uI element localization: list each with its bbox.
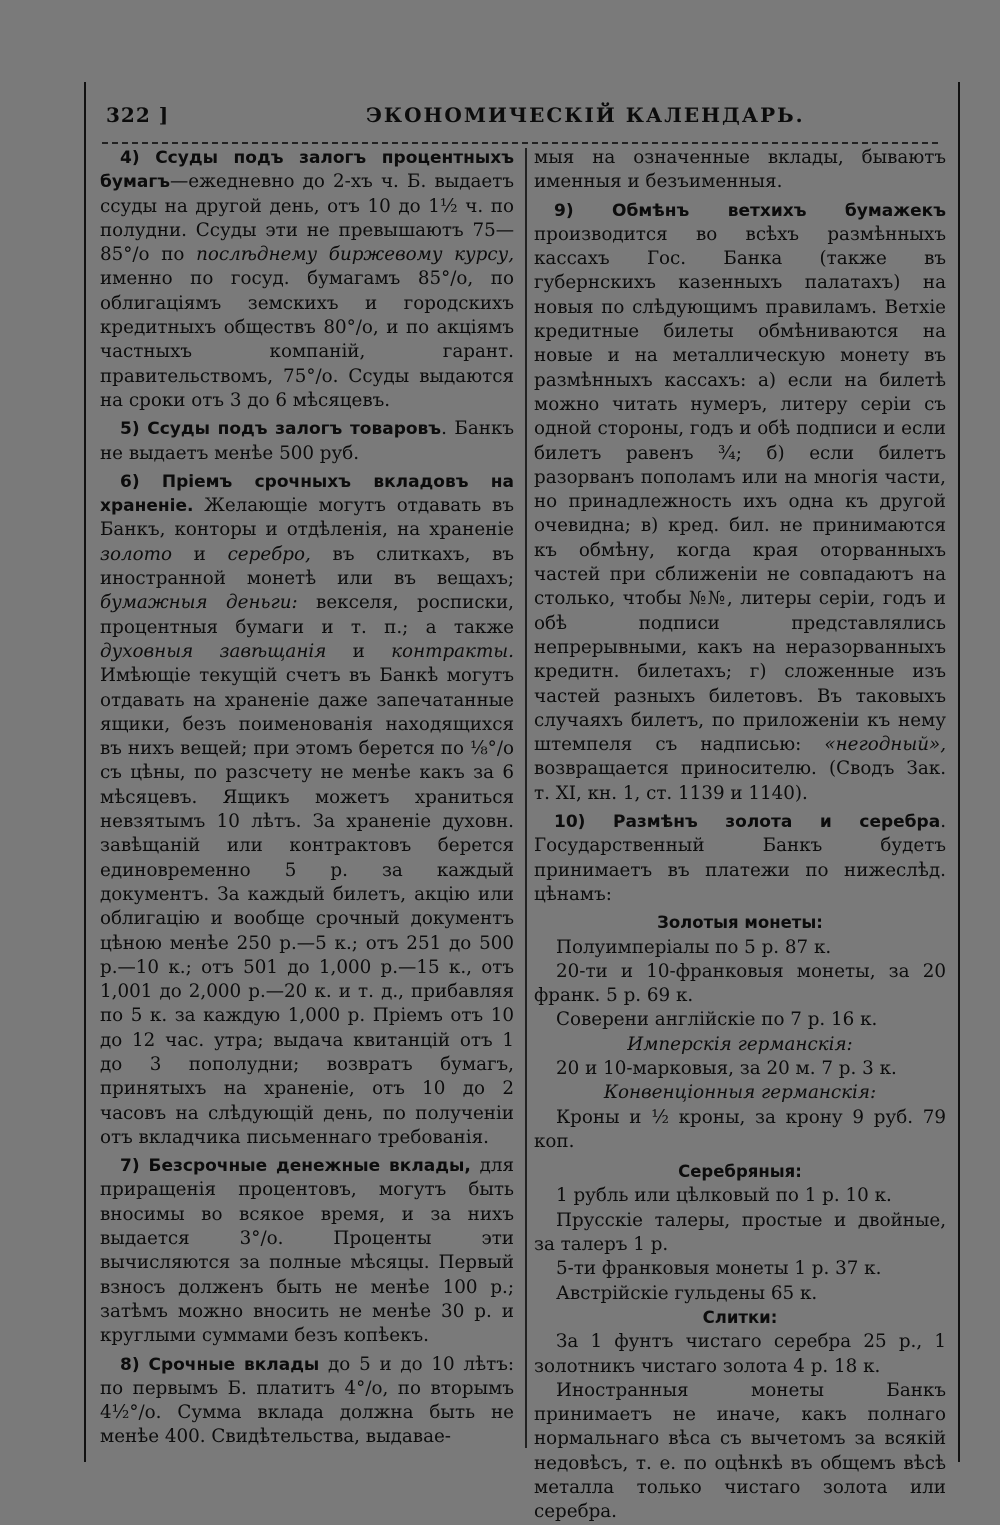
section-6-italic-5: контракты. xyxy=(391,640,514,662)
section-9-heading: 9) Обмѣнъ ветхихъ бумажекъ xyxy=(554,200,946,221)
left-column xyxy=(100,146,514,1454)
section-4-heading: 4) Ссуды подъ залогъ процентныхъ бумагъ xyxy=(100,148,514,193)
section-6-text-3: въ слиткахъ, въ иностранной монетѣ или въ вещахъ; xyxy=(100,543,514,590)
header-rule xyxy=(102,136,938,144)
section-5 xyxy=(100,417,514,466)
section-6-italic-4: духовныя завѣщанія xyxy=(100,640,327,662)
section-9-italic: «негодный», xyxy=(824,734,946,756)
section-5-heading: 5) Ссуды подъ залогъ товаровъ xyxy=(120,419,442,440)
gold-coins-heading: Золотыя монеты: xyxy=(657,913,823,933)
section-6-heading: 6) Пріемъ срочныхъ вкладовъ на храненіе. xyxy=(100,471,514,517)
gold-rate-3: Соверени англійскіе по 7 р. 16 к. xyxy=(556,1009,878,1031)
page-border-left xyxy=(84,82,86,1462)
section-10-heading: 10) Размѣнъ золота и серебра xyxy=(554,812,941,833)
silver-rate-2: Прусскіе талеры, простые и двойные, за талеръ 1 р. xyxy=(534,1209,946,1256)
section-6-text: Желающіе могутъ отдавать въ Банкъ, конторы и отдѣленія, на храненіе xyxy=(100,495,514,541)
section-5-text: . Банкъ не выдаетъ менѣе 500 руб. xyxy=(100,418,515,464)
running-title: ЭКОНОМИЧЕСКІЙ КАЛЕНДАРЬ. xyxy=(366,103,805,127)
right-column xyxy=(534,146,946,1525)
ingot-rate: За 1 фунтъ чистаго серебра 25 р., 1 золотникъ чистаго золота 4 р. 18 к. xyxy=(534,1331,946,1377)
section-9-text: производится во всѣхъ размѣнныхъ кассахъ Гос. Банка (также въ губернскихъ казенныхъ палатахъ) на новыя по слѣдующимъ правиламъ. Ветхіе кредитные билеты обмѣниваются на новые и на металлическую монету въ размѣнныхъ кассахъ: а) если на билетѣ можно читать нумеръ, литеру серіи съ одной стороны, годъ и обѣ подписи и если билетъ равенъ ¾; б) если билетъ разорванъ пополамъ или на многія части, но принадлежность ихъ одна къ другой очевидна; в) кред. бил. не принимаются къ обмѣну, когда края оторванныхъ частей при сближеніи не совпадаютъ на столько, чтобы №№, литеры серіи, годъ и обѣ подписи представлялись непрерывными, какъ на неразорванныхъ кредитн. билетахъ; г) сложенные изъ частей разныхъ билетовъ. Въ таковыхъ случаяхъ билетъ, по приложеніи къ нему штемпеля съ надписью: xyxy=(534,223,946,756)
section-6-text-6: Имѣющіе текущій счетъ въ Банкѣ могутъ отдавать на храненіе даже запечатанные ящики, безъ поименованія находящихся въ нихъ вещей; при этомъ берется по ⅛°/о съ цѣны, по разсчету не менѣе какъ за 6 мѣсяцевъ. Ящикъ можетъ храниться невзятымъ 10 лѣтъ. За храненіе духовн. завѣщаній или контрактовъ берется единовременно 5 р. за каждый документъ. За каждый билетъ, акцію или облигацію и вообще срочный документъ цѣною менѣе 250 р.—5 к.; отъ 251 до 500 р.—10 к.; отъ 501 до 1,000 р.—15 к., отъ 1,001 до 2,000 р.—20 к. и т. д., прибавляя по 5 к. за каждую 1,000 р. Пріемъ отъ 10 до 12 час. утра; выдача квитанцій отъ 1 до 3 пополудни; возвратъ бумагъ, принятыхъ на храненіе, отъ 10 до 2 часовъ на слѣдующій день, по полученіи отъ вкладчика письменнаго требованія. xyxy=(100,665,514,1148)
gold-rate-2: 20-ти и 10-франковыя монеты, за 20 франк. 5 р. 69 к. xyxy=(534,960,946,1007)
section-8-heading: 8) Срочные вклады xyxy=(120,1354,320,1375)
section-8-continuation: мыя на означенные вклады, бываютъ именныя и безъименныя. xyxy=(534,147,946,193)
section-6-text-2: и xyxy=(171,543,228,565)
section-10-text: . Государственный Банкъ будетъ принимаетъ въ платежи по нижеслѣд. цѣнамъ: xyxy=(534,811,946,905)
section-9-text-2: возвращается приносителю. (Сводъ Зак. т. XI, кн. 1, ст. 1139 и 1140). xyxy=(534,758,946,804)
section-4-text-2: именно по госуд. бумагамъ 85°/о, по облигаціямъ земскихъ и городскихъ кредитныхъ обществъ 80°/о, и по акціямъ частныхъ компаній, гарант. правительствомъ, 75°/о. Ссуды выдаются на сроки отъ 3 до 6 мѣсяцевъ. xyxy=(100,268,514,411)
silver-rate-4: Австрійскіе гульдены 65 к. xyxy=(556,1282,818,1304)
book-page xyxy=(84,82,960,1523)
section-4-italic: послѣднему биржевому курсу, xyxy=(196,244,514,266)
silver-rate-3: 5-ти франковыя монеты 1 р. 37 к. xyxy=(556,1258,882,1280)
section-6-italic-2: серебро, xyxy=(227,543,311,565)
section-6-text-5: и xyxy=(326,640,392,662)
page-border-right xyxy=(958,82,960,1462)
section-7-text: для приращенія процентовъ, могутъ быть вносимы во всякое время, и за нихъ выдается 3°/о. Проценты эти вычисляются за полные мѣсяцы. Первый взносъ долженъ быть не менѣе 100 р.; затѣмъ можно вносить не менѣе 30 р. и круглыми суммами безъ копѣекъ. xyxy=(100,1155,514,1347)
section-10 xyxy=(534,810,946,907)
section-9 xyxy=(534,199,946,806)
section-4 xyxy=(100,146,514,413)
section-7 xyxy=(100,1154,514,1348)
section-7-heading: 7) Безсрочные денежные вклады, xyxy=(120,1156,471,1177)
convention-german-heading: Конвенціонныя германскія: xyxy=(603,1082,877,1104)
page-header xyxy=(106,98,936,132)
foreign-coins-note: Иностранныя монеты Банкъ принимаетъ не иначе, какъ полнаго нормальнаго вѣса съ вычетомъ за всякій недовѣсъ, т. е. по оцѣнкѣ въ общемъ вѣсѣ металла только чистаго золота или серебра. xyxy=(534,1379,946,1523)
section-6 xyxy=(100,470,514,1150)
section-4-text: —ежедневно до 2-хъ ч. Б. выдаетъ ссуды на другой день, отъ 10 до 1½ ч. по полудни. Ссуды эти не превышаютъ 75—85°/о по xyxy=(100,171,514,266)
section-6-text-4: векселя, росписки, процентныя бумаги и т. п.; а также xyxy=(100,592,514,638)
imperial-german-heading: Имперскія германскія: xyxy=(627,1033,853,1055)
page-number: 322 ] xyxy=(106,103,170,127)
section-6-italic-1: золото xyxy=(100,543,172,565)
silver-coins-heading: Серебряныя: xyxy=(678,1162,802,1182)
section-6-italic-3: бумажныя деньги: xyxy=(100,592,298,614)
gold-rate-1: Полуимперіалы по 5 р. 87 к. xyxy=(556,936,832,958)
section-8-text: до 5 и до 10 лѣтъ: по первымъ Б. платитъ 4°/о, по вторымъ 4½°/о. Сумма вклада должна быть не менѣе 400. Свидѣтельства, выдавае- xyxy=(100,1353,514,1448)
imperial-german-rate: 20 и 10-марковыя, за 20 м. 7 р. 3 к. xyxy=(556,1057,897,1079)
column-divider xyxy=(525,148,527,1448)
convention-german-rate: Кроны и ½ кроны, за крону 9 руб. 79 коп. xyxy=(534,1106,946,1152)
silver-rate-1: 1 рубль или цѣлковый по 1 р. 10 к. xyxy=(556,1185,892,1207)
section-8 xyxy=(100,1353,514,1450)
ingots-heading: Слитки: xyxy=(702,1307,778,1327)
